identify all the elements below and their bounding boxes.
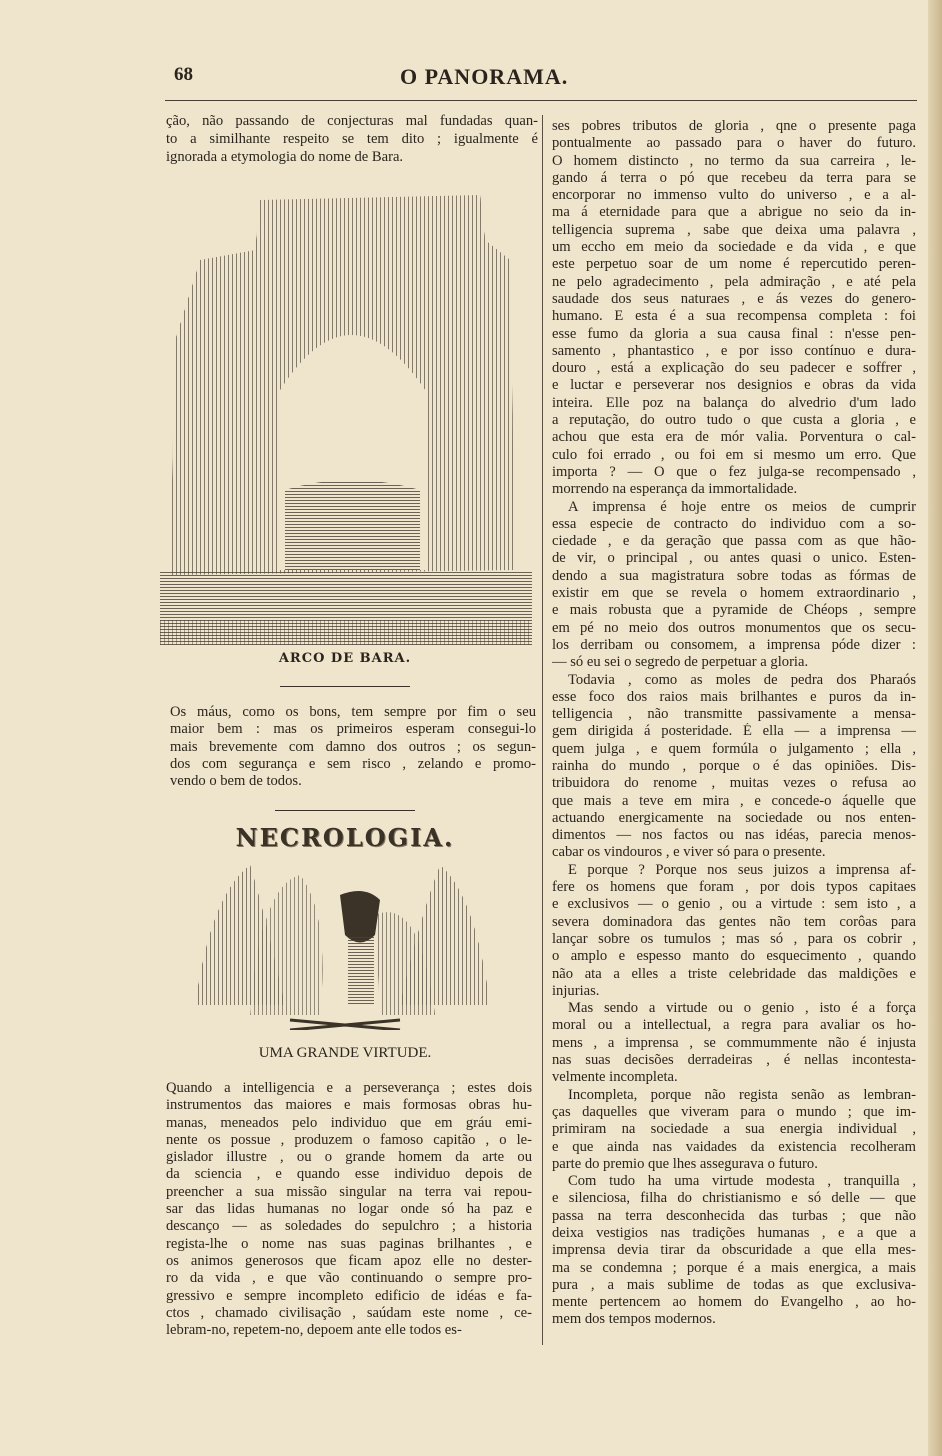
text-line: ro da vida , e que vão continuando o sempre pro-	[166, 1270, 532, 1287]
text-line: e que ainda nas vaidades da existencia recolheram	[552, 1138, 916, 1155]
text-line: existir em que se revela o homem extraordinario ,	[552, 585, 916, 602]
text-line: douro , está a explicação do seu padecer e soffrer ,	[552, 360, 916, 377]
text-line: lebram-no, repetem-no, depoem ante elle todos es-	[166, 1322, 462, 1339]
text-line: mais brevemente com damno dos outros ; os segun-	[170, 738, 536, 755]
text-line: Todavia , como as moles de pedra dos Pharaós	[568, 671, 916, 688]
text-line: humano. E esta é a sua recompensa completa : foi	[552, 308, 916, 325]
text-line: instrumentos das maiores e mais formosas obras hu-	[166, 1097, 532, 1114]
running-title: O PANORAMA.	[400, 64, 569, 89]
text-line: imprensa devia tirar da obscuridade a que ella mes-	[552, 1242, 916, 1259]
text-line: esse foco dos raios mais brilhantes e puros da in-	[552, 688, 916, 705]
text-line: ctos , chamado civilisação , saúdam este nome , ce-	[166, 1304, 532, 1321]
text-line: gressivo e sempre incompleto edificio de idéas e fa-	[166, 1287, 532, 1304]
paragraph	[552, 499, 916, 672]
text-line: actuando energicamente na sociedade ou nos enten-	[552, 809, 916, 826]
text-line: dos com segurança e sem risco , zelando e promo-	[170, 755, 536, 772]
text-line: um eccho em meio da sociedade e da vida , e que	[552, 239, 916, 256]
separator-rule	[280, 686, 410, 687]
text-line: los derribam ou consomem, a imprensa póde dizer :	[552, 636, 916, 653]
text-line: e luctar e perseverar nos designios e obras da vida	[552, 377, 916, 394]
text-line: ças daquelles que viveram para o mundo ; que im-	[552, 1103, 916, 1120]
text-line: nas suas decisões derradeiras , é nellas incontesta-	[552, 1052, 916, 1069]
text-line: telligencia suprema , sabe que deixa uma palavra ,	[552, 221, 916, 238]
text-line: em pé no meio dos outros monumentos que os secu-	[552, 619, 916, 636]
text-line: ses pobres tributos de gloria , qne o presente paga	[552, 118, 916, 134]
text-line: telligencia , não transmitte passivamente a mensa-	[552, 706, 916, 723]
text-line: sar das lidas humanas no logar onde só ha paz e	[166, 1201, 532, 1218]
text-line: dendo a sua magistratura sobre todas as fórmas de	[552, 567, 916, 584]
text-line: mente pertencem ao homem do Evangelho , ao ho-	[552, 1294, 916, 1311]
text-line: velmente incompleta.	[552, 1069, 678, 1086]
header-rule	[165, 100, 917, 101]
text-line: gando á terra o pó que recebeu da terra para se	[552, 169, 916, 186]
text-line: passa na terra desconhecida das turbas ; que não	[552, 1207, 916, 1224]
text-line: nente os possue , produzem o famoso capitão , o le-	[166, 1131, 532, 1148]
article-title: UMA GRANDE VIRTUDE.	[258, 1045, 432, 1061]
text-line: Os máus, como os bons, tem sempre por fim o seu	[170, 704, 536, 720]
text-line: de vir, o principal , ou antes quasi o unico. Esten-	[552, 550, 916, 567]
text-line: importa ? — O que o fez julga-se recompensado ,	[552, 463, 916, 480]
text-line: ma se condemna ; porque é a mais energica, a mais	[552, 1259, 916, 1276]
paragraph	[552, 1087, 916, 1173]
text-line: primiram na sociedade a sua energia individual ,	[552, 1121, 916, 1138]
text-line: mem dos tempos modernos.	[552, 1311, 716, 1328]
text-line: o amplo e espesso manto do esquecimento , quando	[552, 948, 916, 965]
text-line: maior bem : mas os primeiros esperam consegui-lo	[170, 721, 536, 738]
text-line: descanço — as soledades do sepulchro ; a historia	[166, 1218, 532, 1235]
text-line: severa dominadora das gentes não tem corôas para	[552, 913, 916, 930]
text-line: rainha do mundo , porque o é das opiniões. Dis-	[552, 757, 916, 774]
text-line: gem dirigida á posteridade. É ella — a imprensa —	[552, 723, 916, 740]
text-line: inteira. Elle poz na balança do alvedrio d'um lado	[552, 394, 916, 411]
text-line: e exclusivos — o genio , ou a virtude : sem isto , a	[552, 896, 916, 913]
text-line: manas, meneados pelo individuo que em gráu emi-	[166, 1114, 532, 1131]
text-line: quem julga , e quem formúla o julgamento ; ella ,	[552, 740, 916, 757]
text-line: regista-lhe o nome nas suas paginas brilhantes , e	[166, 1235, 532, 1252]
left-intro-paragraph	[166, 112, 538, 166]
text-line: A imprensa é hoje entre os meios de cumprir	[568, 498, 916, 515]
text-line: parte do premio que lhes assegurava o futuro.	[552, 1155, 818, 1172]
text-line: e mais robusta que a pyramide de Chéops , sempre	[552, 602, 916, 619]
paragraph	[552, 1000, 916, 1086]
page-number: 68	[174, 64, 193, 85]
text-line: moral ou a intellectual, a regra para avaliar os ho-	[552, 1017, 916, 1034]
text-line: e silenciosa, filha do christianismo e só delle — que	[552, 1190, 916, 1207]
text-line: dimentos — nos factos ou nas idéas, parecia menos-	[552, 827, 916, 844]
figure-caption: ARCO DE BARA.	[278, 651, 412, 666]
text-line: deixa vestigios nas tradições humanas , e a que a	[552, 1225, 916, 1241]
text-line: fere os homens que foram , por dois typos capitaes	[552, 879, 916, 896]
text-line: tribuidora do renome , muitas vezes o refusa ao	[552, 775, 916, 792]
text-line: ne pelo agradecimento , pela admiração , e até pela	[552, 273, 916, 290]
text-line: lançar sobre os tumulos ; mas só , para os cobrir ,	[552, 930, 916, 947]
text-line: morrendo na esperança da immortalidade.	[552, 481, 798, 498]
mourning-angel-urn-engraving	[190, 855, 495, 1030]
text-line: cabar os vindouros , e viver só para o presente.	[552, 844, 826, 861]
text-line: injurias.	[552, 982, 600, 999]
text-line: ma á eternidade para que a abrigue no seio da in-	[552, 204, 916, 221]
text-line: preencher a sua missão singular na terra vai repou-	[166, 1183, 532, 1200]
text-line: Com tudo ha uma virtude modesta , tranquilla ,	[568, 1173, 916, 1190]
text-line: E porque ? Porque nos seus juizos a imprensa af-	[568, 861, 916, 878]
text-line: pura , a mais sublime de todas as que exclusiva-	[552, 1276, 916, 1293]
text-line: pontualmente ao passado para o haver do futuro.	[552, 135, 916, 152]
text-line: mens , a imprensa , se commummente não é injusta	[552, 1034, 916, 1051]
text-line: essa especie de contracto do individuo com a so-	[552, 515, 916, 532]
text-line: os animos generosos que ficam apoz elle no dester-	[166, 1252, 532, 1269]
text-line: ciedade , e da geração que passa com as que hão-	[552, 533, 916, 550]
text-line: Quando a intelligencia e a perseverança ; estes dois	[166, 1080, 532, 1096]
separator-rule	[275, 810, 415, 811]
text-line: que mais a teve em mira , e concede-o áquelle que	[552, 792, 916, 809]
text-line: da sciencia , e quando esse individuo depois de	[166, 1166, 532, 1183]
paragraph	[552, 672, 916, 862]
right-column-text	[552, 118, 916, 1329]
page-edge-shadow	[928, 0, 942, 1456]
maxim-paragraph	[170, 704, 536, 790]
paragraph	[552, 1173, 916, 1329]
text-line: — só eu sei o segredo de perpetuar a gloria.	[552, 654, 809, 671]
column-divider	[542, 115, 543, 1345]
text-line: ção, não passando de conjecturas mal fundadas quan-	[166, 113, 538, 129]
text-line: samento , phantastico , e por isso contínuo e dura-	[552, 342, 916, 359]
text-line: esse fumo da gloria a sua causa final : n'esse pen-	[552, 325, 916, 342]
text-line: não ata a elles a triste celebridade das maldições e	[552, 965, 916, 982]
text-line: a reputação, do outro tudo o que custa a gloria , e	[552, 412, 916, 429]
arch-of-bara-engraving	[160, 190, 532, 645]
paragraph	[552, 862, 916, 1000]
text-line: vendo o bem de todos.	[170, 773, 302, 790]
text-line: O homem distincto , no termo da sua carreira , le-	[552, 152, 916, 169]
text-line: culo foi errado , ou foi em si mesmo um erro. Que	[552, 446, 916, 463]
text-line: encorporar no immenso vulto do universo , e a al-	[552, 187, 916, 204]
section-heading: NECROLOGIA.	[235, 823, 455, 852]
text-line: gislador illustre , ou o grande homem da arte ou	[166, 1149, 532, 1166]
text-line: este perpetuo soar de um nome é repercutido peren-	[552, 256, 916, 273]
text-line: to a similhante respeito se tem dito ; igualmente é	[166, 131, 538, 147]
text-line: ignorada a etymologia do nome de Bara.	[166, 149, 404, 165]
article-paragraph	[166, 1080, 532, 1339]
text-line: Mas sendo a virtude ou o genio , isto é a força	[568, 1000, 916, 1017]
paragraph	[552, 118, 916, 499]
text-line: saudade dos seus naturaes , e ás vezes do genero-	[552, 290, 916, 307]
text-line: achou que esta era de mór valia. Porventura o cal-	[552, 429, 916, 446]
text-line: Incompleta, porque não regista senão as lembran-	[568, 1086, 916, 1103]
